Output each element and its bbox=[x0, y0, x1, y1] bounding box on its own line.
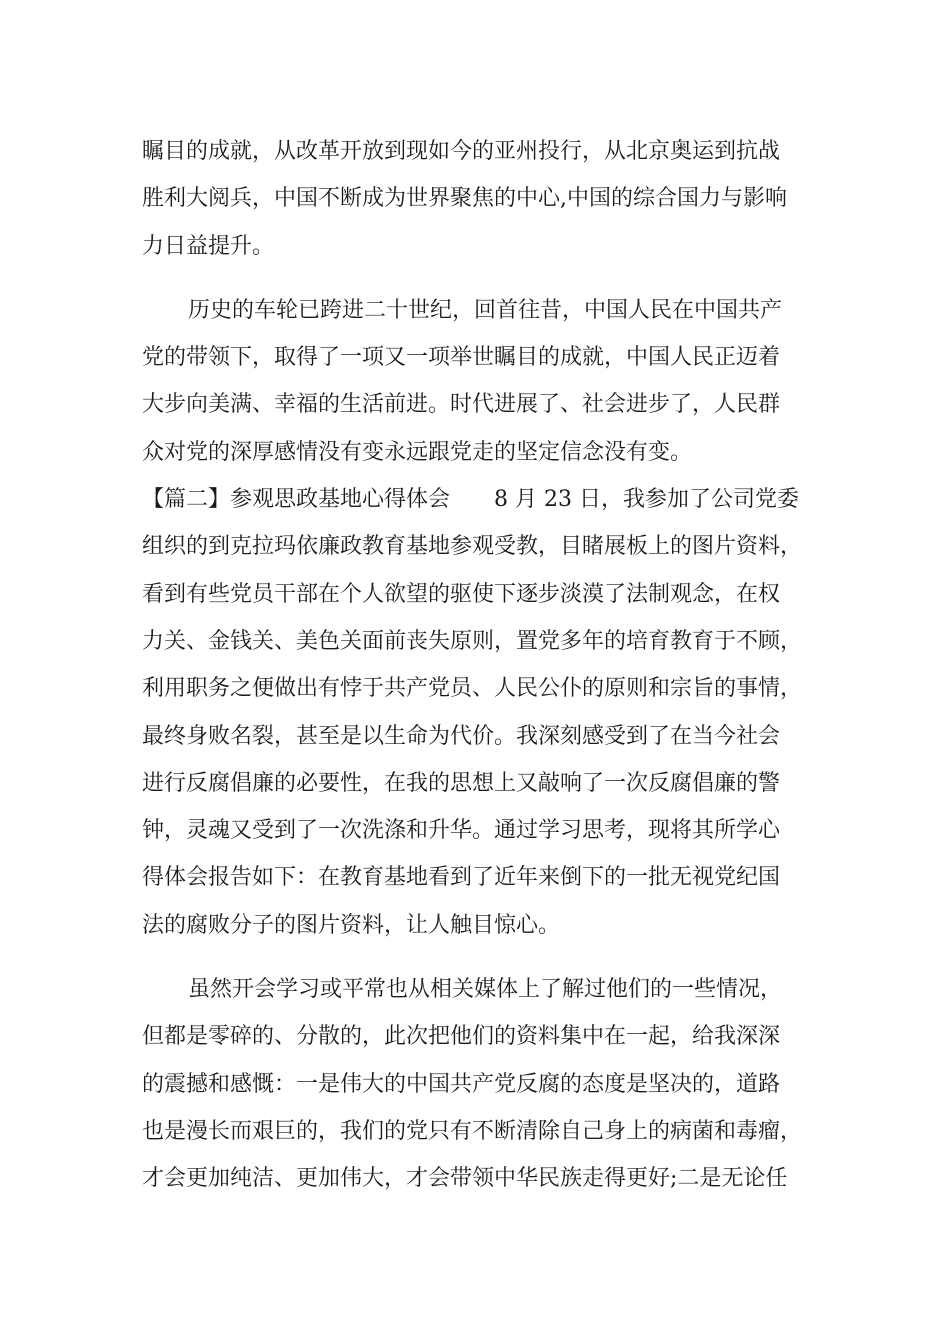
paragraph-line: 力日益提升。 bbox=[142, 233, 275, 259]
section-heading-line: 【篇二】参观思政基地心得体会 8 月 23 日，我参加了公司党委 bbox=[142, 487, 799, 513]
paragraph-line: 得体会报告如下：在教育基地看到了近年来倒下的一批无视党纪国 bbox=[142, 865, 781, 891]
paragraph-line: 也是漫长而艰巨的，我们的党只有不断清除自己身上的病菌和毒瘤， bbox=[142, 1118, 803, 1144]
paragraph-line: 党的带领下，取得了一项又一项举世瞩目的成就，中国人民正迈着 bbox=[142, 345, 781, 371]
paragraph-line: 利用职务之便做出有悖于共产党员、人民公仆的原则和宗旨的事情， bbox=[142, 676, 803, 702]
paragraph-line: 但都是零碎的、分散的，此次把他们的资料集中在一起，给我深深 bbox=[142, 1024, 781, 1050]
paragraph-line: 胜利大阅兵，中国不断成为世界聚焦的中心,中国的综合国力与影响 bbox=[142, 186, 787, 212]
paragraph-line: 大步向美满、幸福的生活前进。时代进展了、社会进步了，人民群 bbox=[142, 392, 781, 418]
paragraph-line: 历史的车轮已跨进二十世纪，回首往昔，中国人民在中国共产 bbox=[188, 297, 783, 323]
document-body bbox=[142, 128, 832, 1203]
paragraph-line: 的震撼和感慨：一是伟大的中国共产党反腐的态度是坚决的，道路 bbox=[142, 1071, 781, 1097]
paragraph-line: 力关、金钱关、美色关面前丧失原则，置党多年的培育教育于不顾， bbox=[142, 628, 803, 654]
paragraph-line: 众对党的深厚感情没有变永远跟党走的坚定信念没有变。 bbox=[142, 439, 693, 465]
paragraph-line: 进行反腐倡廉的必要性，在我的思想上又敲响了一次反腐倡廉的警 bbox=[142, 770, 781, 796]
paragraph-line: 法的腐败分子的图片资料，让人触目惊心。 bbox=[142, 912, 561, 938]
paragraph-line: 瞩目的成就，从改革开放到现如今的亚州投行，从北京奥运到抗战 bbox=[142, 139, 781, 164]
paragraph-line: 看到有些党员干部在个人欲望的驱使下逐步淡漠了法制观念，在权 bbox=[142, 581, 781, 607]
paragraph-line: 虽然开会学习或平常也从相关媒体上了解过他们的一些情况， bbox=[188, 977, 783, 1003]
paragraph-line: 组织的到克拉玛依廉政教育基地参观受教，目睹展板上的图片资料， bbox=[142, 534, 803, 560]
paragraph-line: 钟，灵魂又受到了一次洗涤和升华。通过学习思考，现将其所学心 bbox=[142, 818, 781, 844]
paragraph-line: 才会更加纯洁、更加伟大，才会带领中华民族走得更好;二是无论任 bbox=[142, 1166, 788, 1192]
paragraph-line: 最终身败名裂，甚至是以生命为代价。我深刻感受到了在当今社会 bbox=[142, 723, 781, 749]
